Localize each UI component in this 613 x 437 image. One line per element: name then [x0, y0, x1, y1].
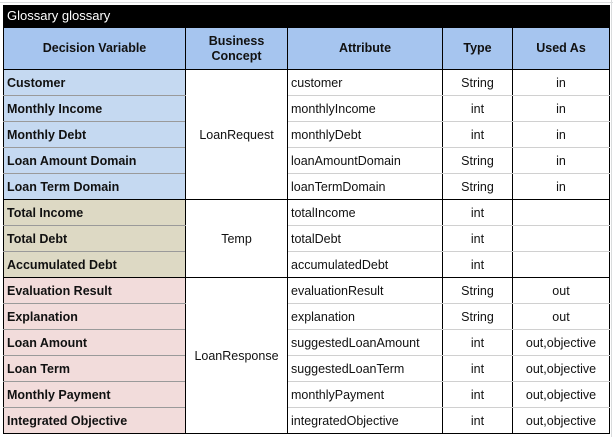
cell-used-as[interactable] [513, 200, 610, 226]
glossary-title[interactable]: Glossary glossary [3, 5, 610, 27]
cell-attribute[interactable]: explanation [288, 304, 443, 330]
cell-decision-variable[interactable]: Loan Amount Domain [4, 148, 186, 174]
cell-type[interactable]: int [443, 252, 513, 278]
cell-decision-variable[interactable]: Accumulated Debt [4, 252, 186, 278]
table-row [4, 70, 610, 96]
header-attribute[interactable]: Attribute [288, 28, 443, 70]
cell-decision-variable[interactable]: Loan Term Domain [4, 174, 186, 200]
cell-attribute[interactable]: customer [288, 70, 443, 96]
table-body [4, 70, 610, 434]
cell-type[interactable]: int [443, 408, 513, 434]
header-type[interactable]: Type [443, 28, 513, 70]
cell-decision-variable[interactable]: Monthly Debt [4, 122, 186, 148]
cell-attribute[interactable]: integratedObjective [288, 408, 443, 434]
table-row [4, 304, 610, 330]
header-decision-variable[interactable]: Decision Variable [4, 28, 186, 70]
cell-type[interactable]: String [443, 174, 513, 200]
table-row [4, 408, 610, 434]
cell-attribute[interactable]: monthlyPayment [288, 382, 443, 408]
cell-type[interactable]: int [443, 226, 513, 252]
cell-used-as[interactable]: in [513, 96, 610, 122]
table-row [4, 356, 610, 382]
header-business-concept-line1: Business [208, 33, 265, 48]
cell-used-as[interactable]: out,objective [513, 382, 610, 408]
cell-type[interactable]: int [443, 200, 513, 226]
cell-attribute[interactable]: loanAmountDomain [288, 148, 443, 174]
grid-line [611, 0, 612, 437]
table-row [4, 148, 610, 174]
table-row [4, 382, 610, 408]
cell-attribute[interactable]: suggestedLoanAmount [288, 330, 443, 356]
cell-type[interactable]: String [443, 304, 513, 330]
cell-type[interactable]: String [443, 278, 513, 304]
cell-type[interactable]: String [443, 148, 513, 174]
cell-business-concept[interactable]: LoanResponse [186, 278, 288, 434]
cell-decision-variable[interactable]: Explanation [4, 304, 186, 330]
table-row [4, 122, 610, 148]
header-business-concept[interactable] [186, 28, 288, 70]
cell-attribute[interactable]: loanTermDomain [288, 174, 443, 200]
cell-used-as[interactable]: out [513, 304, 610, 330]
cell-attribute[interactable]: totalDebt [288, 226, 443, 252]
cell-type[interactable]: int [443, 96, 513, 122]
cell-used-as[interactable]: in [513, 122, 610, 148]
table-row [4, 330, 610, 356]
cell-attribute[interactable]: monthlyDebt [288, 122, 443, 148]
cell-used-as[interactable]: out,objective [513, 356, 610, 382]
table-row [4, 96, 610, 122]
cell-attribute[interactable]: evaluationResult [288, 278, 443, 304]
cell-used-as[interactable]: out,objective [513, 330, 610, 356]
cell-type[interactable]: int [443, 122, 513, 148]
cell-used-as[interactable] [513, 252, 610, 278]
cell-attribute[interactable]: accumulatedDebt [288, 252, 443, 278]
table-row [4, 278, 610, 304]
cell-decision-variable[interactable]: Monthly Payment [4, 382, 186, 408]
cell-used-as[interactable] [513, 226, 610, 252]
cell-type[interactable]: String [443, 70, 513, 96]
cell-attribute[interactable]: suggestedLoanTerm [288, 356, 443, 382]
cell-used-as[interactable]: out [513, 278, 610, 304]
cell-business-concept[interactable]: Temp [186, 200, 288, 278]
cell-business-concept[interactable]: LoanRequest [186, 70, 288, 200]
cell-decision-variable[interactable]: Loan Amount [4, 330, 186, 356]
header-business-concept-line2: Concept [211, 48, 262, 63]
cell-used-as[interactable]: in [513, 70, 610, 96]
grid-line [0, 2, 613, 3]
cell-type[interactable]: int [443, 382, 513, 408]
table-row [4, 252, 610, 278]
cell-decision-variable[interactable]: Evaluation Result [4, 278, 186, 304]
cell-used-as[interactable]: in [513, 148, 610, 174]
cell-used-as[interactable]: out,objective [513, 408, 610, 434]
cell-type[interactable]: int [443, 356, 513, 382]
cell-decision-variable[interactable]: Loan Term [4, 356, 186, 382]
cell-used-as[interactable]: in [513, 174, 610, 200]
table-row [4, 226, 610, 252]
header-used-as[interactable]: Used As [513, 28, 610, 70]
table-row [4, 174, 610, 200]
table-row [4, 200, 610, 226]
cell-type[interactable]: int [443, 330, 513, 356]
header-row [4, 28, 610, 70]
cell-decision-variable[interactable]: Total Income [4, 200, 186, 226]
cell-decision-variable[interactable]: Total Debt [4, 226, 186, 252]
cell-attribute[interactable]: monthlyIncome [288, 96, 443, 122]
cell-decision-variable[interactable]: Customer [4, 70, 186, 96]
cell-attribute[interactable]: totalIncome [288, 200, 443, 226]
cell-decision-variable[interactable]: Monthly Income [4, 96, 186, 122]
cell-decision-variable[interactable]: Integrated Objective [4, 408, 186, 434]
glossary-table [3, 27, 610, 434]
